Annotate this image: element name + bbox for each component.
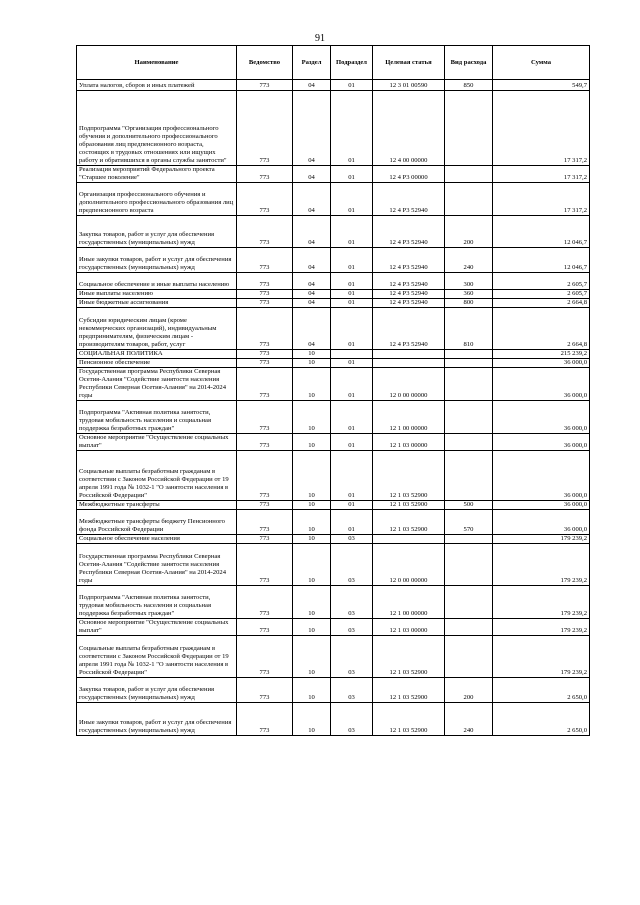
row-section: 04 — [293, 290, 331, 299]
row-name: Подпрограмма "Активная политика занятости, трудовая мобильность населения и социальная поддержка безработных граждан" — [77, 586, 237, 619]
row-subsection: 01 — [331, 91, 373, 166]
row-subsection: 03 — [331, 703, 373, 736]
table-row — [77, 216, 590, 248]
row-amount: 36 000,0 — [493, 434, 590, 451]
row-expense-type: 300 — [445, 273, 493, 290]
row-amount: 2 605,7 — [493, 273, 590, 290]
table-row — [77, 248, 590, 273]
row-expense-type — [445, 183, 493, 216]
row-name: Государственная программа Республики Северная Осетия-Алания "Содействие занятости населения Республики Северная Осетия-Алания" на 2014-2024 годы — [77, 544, 237, 586]
row-subsection: 03 — [331, 535, 373, 544]
row-target-item: 12 4 00 00000 — [373, 91, 445, 166]
row-section: 10 — [293, 350, 331, 359]
table-row — [77, 273, 590, 290]
row-department: 773 — [237, 91, 293, 166]
row-subsection: 03 — [331, 636, 373, 678]
row-expense-type: 810 — [445, 308, 493, 350]
table-row — [77, 368, 590, 401]
row-expense-type: 850 — [445, 80, 493, 91]
row-expense-type — [445, 350, 493, 359]
row-subsection — [331, 350, 373, 359]
table-row — [77, 451, 590, 501]
table-row — [77, 359, 590, 368]
table-row — [77, 703, 590, 736]
row-target-item — [373, 350, 445, 359]
row-target-item: 12 1 00 00000 — [373, 586, 445, 619]
row-name: Социальное обеспечение и иные выплаты населению — [77, 273, 237, 290]
row-target-item: 12 1 03 52900 — [373, 678, 445, 703]
table-row — [77, 544, 590, 586]
row-name: Подпрограмма "Организация профессионального обучения и дополнительного профессионального образования лиц предпенсионного возраста, состоящих в трудовых отношениях или ищущих работу и обратившихся в органы службы занятости" — [77, 91, 237, 166]
row-section: 10 — [293, 544, 331, 586]
col-header-expense-type: Вид расхода — [445, 46, 493, 80]
col-header-name: Наименование — [77, 46, 237, 80]
row-subsection: 01 — [331, 273, 373, 290]
table-row — [77, 619, 590, 636]
row-target-item: 12 3 01 00590 — [373, 80, 445, 91]
row-subsection: 01 — [331, 290, 373, 299]
col-header-department: Ведомство — [237, 46, 293, 80]
row-target-item: 12 1 03 52900 — [373, 510, 445, 535]
row-section: 10 — [293, 451, 331, 501]
row-expense-type — [445, 535, 493, 544]
row-department: 773 — [237, 434, 293, 451]
row-amount: 2 650,0 — [493, 703, 590, 736]
row-target-item — [373, 535, 445, 544]
row-subsection: 03 — [331, 544, 373, 586]
row-department: 773 — [237, 619, 293, 636]
row-amount: 549,7 — [493, 80, 590, 91]
row-amount: 215 239,2 — [493, 350, 590, 359]
row-department: 773 — [237, 703, 293, 736]
row-name: Социальные выплаты безработным гражданам в соответствии с Законом Российской Федерации от 19 апреля 1991 года № 1032-1 "О занятости населения в Российской Федерации" — [77, 636, 237, 678]
row-expense-type — [445, 586, 493, 619]
row-amount: 2 650,0 — [493, 678, 590, 703]
row-section: 10 — [293, 401, 331, 434]
row-department: 773 — [237, 299, 293, 308]
col-header-amount: Сумма — [493, 46, 590, 80]
row-section: 10 — [293, 368, 331, 401]
row-amount: 36 000,0 — [493, 510, 590, 535]
row-section: 04 — [293, 299, 331, 308]
row-section: 04 — [293, 91, 331, 166]
row-name: Иные выплаты населению — [77, 290, 237, 299]
row-subsection: 01 — [331, 501, 373, 510]
row-subsection: 01 — [331, 183, 373, 216]
row-expense-type — [445, 368, 493, 401]
table-row — [77, 501, 590, 510]
row-subsection: 03 — [331, 586, 373, 619]
row-department: 773 — [237, 510, 293, 535]
row-subsection: 03 — [331, 619, 373, 636]
row-target-item: 12 1 00 00000 — [373, 401, 445, 434]
row-target-item: 12 1 03 52900 — [373, 703, 445, 736]
row-target-item: 12 4 P3 52940 — [373, 273, 445, 290]
row-expense-type — [445, 401, 493, 434]
row-name: Иные закупки товаров, работ и услуг для обеспечения государственных (муниципальных) нужд — [77, 703, 237, 736]
table-row — [77, 586, 590, 619]
row-target-item: 12 0 00 00000 — [373, 368, 445, 401]
row-subsection: 01 — [331, 368, 373, 401]
row-expense-type — [445, 166, 493, 183]
row-amount: 12 046,7 — [493, 248, 590, 273]
row-department: 773 — [237, 544, 293, 586]
table-row — [77, 308, 590, 350]
row-section: 10 — [293, 619, 331, 636]
row-expense-type: 360 — [445, 290, 493, 299]
row-department: 773 — [237, 501, 293, 510]
row-department: 773 — [237, 586, 293, 619]
row-amount: 179 239,2 — [493, 586, 590, 619]
row-name: Закупка товаров, работ и услуг для обеспечения государственных (муниципальных) нужд — [77, 216, 237, 248]
table-row — [77, 350, 590, 359]
row-department: 773 — [237, 350, 293, 359]
row-target-item: 12 4 P3 52940 — [373, 308, 445, 350]
row-department: 773 — [237, 290, 293, 299]
row-name: Иные бюджетные ассигнования — [77, 299, 237, 308]
row-expense-type: 200 — [445, 216, 493, 248]
row-name: Организация профессионального обучения и дополнительного профессионального образования лиц предпенсионного возраста — [77, 183, 237, 216]
row-amount: 2 664,8 — [493, 299, 590, 308]
row-subsection: 01 — [331, 80, 373, 91]
table-row — [77, 290, 590, 299]
row-subsection: 03 — [331, 678, 373, 703]
row-expense-type — [445, 91, 493, 166]
table-row — [77, 510, 590, 535]
row-expense-type — [445, 619, 493, 636]
row-expense-type: 240 — [445, 703, 493, 736]
row-name: Подпрограмма "Активная политика занятости, трудовая мобильность населения и социальная поддержка безработных граждан" — [77, 401, 237, 434]
row-amount: 36 000,0 — [493, 368, 590, 401]
row-subsection: 01 — [331, 451, 373, 501]
table-row — [77, 80, 590, 91]
row-name: Уплата налогов, сборов и иных платежей — [77, 80, 237, 91]
row-target-item: 12 1 03 00000 — [373, 434, 445, 451]
row-amount: 2 664,8 — [493, 308, 590, 350]
page-number: 91 — [315, 33, 325, 44]
row-section: 04 — [293, 216, 331, 248]
row-subsection: 01 — [331, 299, 373, 308]
row-subsection: 01 — [331, 248, 373, 273]
row-section: 04 — [293, 273, 331, 290]
col-header-section: Раздел — [293, 46, 331, 80]
row-expense-type — [445, 451, 493, 501]
row-amount: 36 000,0 — [493, 501, 590, 510]
row-amount: 12 046,7 — [493, 216, 590, 248]
row-amount: 179 239,2 — [493, 535, 590, 544]
row-amount: 36 000,0 — [493, 451, 590, 501]
row-subsection: 01 — [331, 434, 373, 451]
row-section: 10 — [293, 510, 331, 535]
row-amount: 179 239,2 — [493, 636, 590, 678]
row-subsection: 01 — [331, 166, 373, 183]
row-department: 773 — [237, 359, 293, 368]
row-subsection: 01 — [331, 359, 373, 368]
row-department: 773 — [237, 678, 293, 703]
budget-table — [76, 45, 590, 736]
row-target-item: 12 0 00 00000 — [373, 544, 445, 586]
row-department: 773 — [237, 273, 293, 290]
row-department: 773 — [237, 248, 293, 273]
row-department: 773 — [237, 80, 293, 91]
row-name: Пенсионное обеспечение — [77, 359, 237, 368]
row-target-item — [373, 359, 445, 368]
row-section: 04 — [293, 183, 331, 216]
row-department: 773 — [237, 166, 293, 183]
row-subsection: 01 — [331, 216, 373, 248]
row-amount: 17 317,2 — [493, 91, 590, 166]
row-expense-type — [445, 359, 493, 368]
row-name: Субсидии юридическим лицам (кроме некоммерческих организаций), индивидуальным предпринимателям, физическим лицам - производителям товаров, работ, услуг — [77, 308, 237, 350]
row-target-item: 12 4 P3 00000 — [373, 166, 445, 183]
table-row — [77, 401, 590, 434]
row-section: 04 — [293, 248, 331, 273]
row-expense-type: 500 — [445, 501, 493, 510]
row-target-item: 12 1 03 00000 — [373, 619, 445, 636]
table-row — [77, 434, 590, 451]
row-section: 10 — [293, 586, 331, 619]
row-section: 04 — [293, 80, 331, 91]
row-section: 04 — [293, 308, 331, 350]
row-section: 10 — [293, 501, 331, 510]
row-name: Закупка товаров, работ и услуг для обеспечения государственных (муниципальных) нужд — [77, 678, 237, 703]
row-subsection: 01 — [331, 308, 373, 350]
row-expense-type: 800 — [445, 299, 493, 308]
row-name: Государственная программа Республики Северная Осетия-Алания "Содействие занятости населения Республики Северная Осетия-Алания" на 2014-2024 годы — [77, 368, 237, 401]
row-target-item: 12 4 P3 52940 — [373, 216, 445, 248]
row-department: 773 — [237, 368, 293, 401]
row-name: Основное мероприятие "Осуществление социальных выплат" — [77, 619, 237, 636]
row-amount: 17 317,2 — [493, 183, 590, 216]
row-amount: 36 000,0 — [493, 359, 590, 368]
row-target-item: 12 1 03 52900 — [373, 501, 445, 510]
row-section: 10 — [293, 535, 331, 544]
row-target-item: 12 4 P3 52940 — [373, 299, 445, 308]
row-expense-type: 240 — [445, 248, 493, 273]
row-amount: 179 239,2 — [493, 619, 590, 636]
row-department: 773 — [237, 216, 293, 248]
row-target-item: 12 1 03 52900 — [373, 451, 445, 501]
table-header-row — [77, 46, 590, 80]
table-row — [77, 166, 590, 183]
table-row — [77, 91, 590, 166]
row-expense-type — [445, 434, 493, 451]
row-name: Иные закупки товаров, работ и услуг для обеспечения государственных (муниципальных) нужд — [77, 248, 237, 273]
table-row — [77, 678, 590, 703]
row-amount: 17 317,2 — [493, 166, 590, 183]
row-amount: 36 000,0 — [493, 401, 590, 434]
row-name: Основное мероприятие "Осуществление социальных выплат" — [77, 434, 237, 451]
row-target-item: 12 4 P3 52940 — [373, 290, 445, 299]
row-name: СОЦИАЛЬНАЯ ПОЛИТИКА — [77, 350, 237, 359]
row-name: Межбюджетные трансферты — [77, 501, 237, 510]
col-header-subsection: Подраздел — [331, 46, 373, 80]
row-department: 773 — [237, 308, 293, 350]
row-section: 10 — [293, 359, 331, 368]
row-section: 10 — [293, 678, 331, 703]
table-row — [77, 299, 590, 308]
table-row — [77, 535, 590, 544]
row-section: 04 — [293, 166, 331, 183]
row-expense-type: 570 — [445, 510, 493, 535]
table-row — [77, 183, 590, 216]
row-target-item: 12 4 P3 52940 — [373, 248, 445, 273]
row-section: 10 — [293, 636, 331, 678]
row-target-item: 12 1 03 52900 — [373, 636, 445, 678]
row-amount: 179 239,2 — [493, 544, 590, 586]
row-expense-type — [445, 636, 493, 678]
row-section: 10 — [293, 703, 331, 736]
row-department: 773 — [237, 636, 293, 678]
row-department: 773 — [237, 401, 293, 434]
row-department: 773 — [237, 451, 293, 501]
row-subsection: 01 — [331, 510, 373, 535]
row-name: Межбюджетные трансферты бюджету Пенсионного фонда Российской Федерации — [77, 510, 237, 535]
table-row — [77, 636, 590, 678]
row-name: Социальное обеспечение населения — [77, 535, 237, 544]
row-expense-type — [445, 544, 493, 586]
row-department: 773 — [237, 535, 293, 544]
row-target-item: 12 4 P3 52940 — [373, 183, 445, 216]
col-header-target-item: Целевая статья — [373, 46, 445, 80]
row-name: Реализация мероприятий Федерального проекта "Старшее поколение" — [77, 166, 237, 183]
row-amount: 2 605,7 — [493, 290, 590, 299]
row-subsection: 01 — [331, 401, 373, 434]
row-department: 773 — [237, 183, 293, 216]
row-name: Социальные выплаты безработным гражданам в соответствии с Законом Российской Федерации от 19 апреля 1991 года № 1032-1 "О занятости населения в Российской Федерации" — [77, 451, 237, 501]
row-expense-type: 200 — [445, 678, 493, 703]
row-section: 10 — [293, 434, 331, 451]
